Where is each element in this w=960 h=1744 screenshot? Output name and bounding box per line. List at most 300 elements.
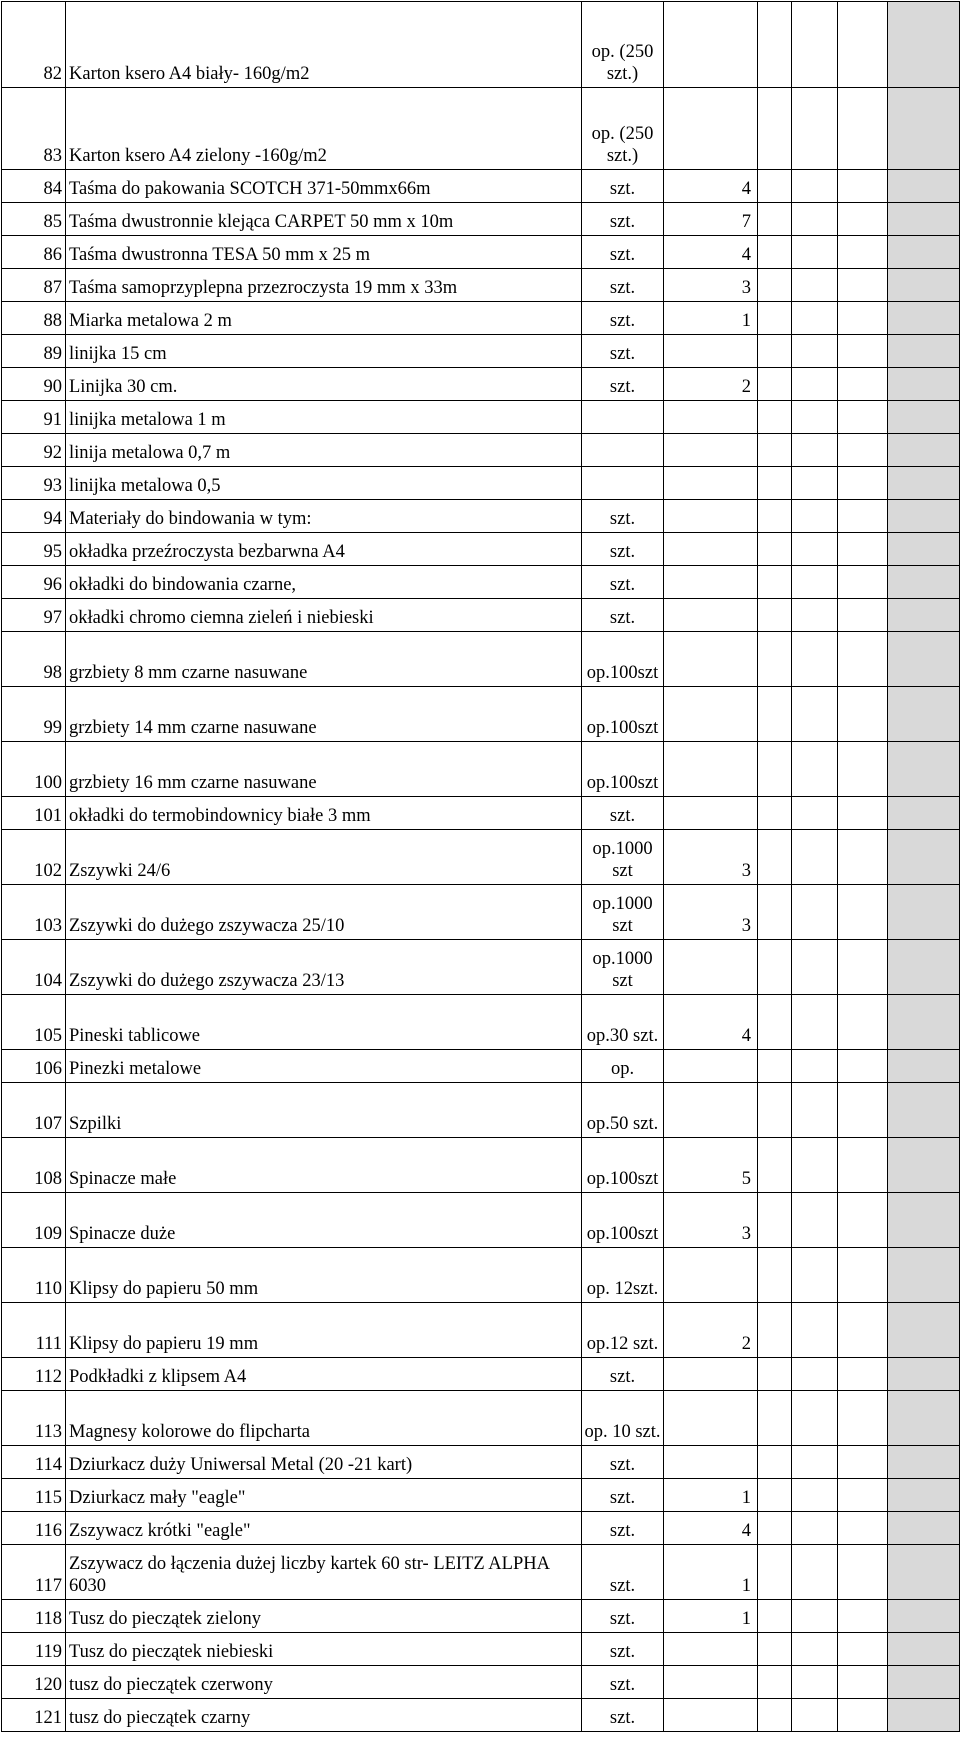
empty-cell (792, 203, 838, 236)
shaded-cell (888, 1050, 960, 1083)
empty-cell (792, 1358, 838, 1391)
empty-cell (838, 88, 888, 170)
empty-cell (758, 632, 792, 687)
row-number-cell: 84 (2, 170, 66, 203)
shaded-cell (888, 1699, 960, 1732)
empty-cell (758, 1083, 792, 1138)
empty-cell (792, 1699, 838, 1732)
empty-cell (838, 599, 888, 632)
empty-cell (758, 236, 792, 269)
table-row (2, 1248, 960, 1303)
empty-cell (758, 302, 792, 335)
row-number-cell: 103 (2, 885, 66, 940)
shaded-cell (888, 687, 960, 742)
empty-cell (838, 995, 888, 1050)
empty-cell (838, 1193, 888, 1248)
row-number-cell: 112 (2, 1358, 66, 1391)
unit-cell: op.100szt (582, 1193, 664, 1248)
empty-cell (838, 1633, 888, 1666)
shaded-cell (888, 434, 960, 467)
quantity-cell (664, 742, 758, 797)
row-number-cell: 119 (2, 1633, 66, 1666)
empty-cell (838, 885, 888, 940)
quantity-cell: 3 (664, 830, 758, 885)
empty-cell (838, 687, 888, 742)
empty-cell (792, 1248, 838, 1303)
empty-cell (758, 1358, 792, 1391)
shaded-cell (888, 742, 960, 797)
unit-cell (582, 401, 664, 434)
row-number-cell: 98 (2, 632, 66, 687)
row-number-cell: 109 (2, 1193, 66, 1248)
unit-cell: szt. (582, 1512, 664, 1545)
item-name-cell: linijka metalowa 1 m (66, 401, 582, 434)
items-table (1, 1, 960, 1732)
unit-cell (582, 467, 664, 500)
item-name-cell: tusz do pieczątek czarny (66, 1699, 582, 1732)
unit-cell: szt. (582, 368, 664, 401)
item-name-cell: Taśma dwustronnie klejąca CARPET 50 mm x 10m (66, 203, 582, 236)
table-row (2, 2, 960, 88)
quantity-cell (664, 335, 758, 368)
unit-cell: op. (250 szt.) (582, 2, 664, 88)
quantity-cell (664, 88, 758, 170)
row-number-cell: 86 (2, 236, 66, 269)
unit-cell: op. (582, 1050, 664, 1083)
shaded-cell (888, 368, 960, 401)
row-number-cell: 91 (2, 401, 66, 434)
empty-cell (792, 1193, 838, 1248)
empty-cell (792, 1633, 838, 1666)
empty-cell (838, 368, 888, 401)
empty-cell (838, 401, 888, 434)
quantity-cell: 2 (664, 368, 758, 401)
item-name-cell: Szpilki (66, 1083, 582, 1138)
empty-cell (758, 1633, 792, 1666)
empty-cell (758, 467, 792, 500)
unit-cell: szt. (582, 1446, 664, 1479)
shaded-cell (888, 995, 960, 1050)
empty-cell (792, 1512, 838, 1545)
empty-cell (758, 1446, 792, 1479)
quantity-cell (664, 599, 758, 632)
table-row (2, 940, 960, 995)
empty-cell (838, 170, 888, 203)
item-name-cell: Miarka metalowa 2 m (66, 302, 582, 335)
quantity-cell (664, 1391, 758, 1446)
shaded-cell (888, 1193, 960, 1248)
row-number-cell: 105 (2, 995, 66, 1050)
table-row (2, 1050, 960, 1083)
table-row (2, 434, 960, 467)
empty-cell (792, 1391, 838, 1446)
quantity-cell: 4 (664, 995, 758, 1050)
shaded-cell (888, 1391, 960, 1446)
quantity-cell: 1 (664, 1600, 758, 1633)
table-row (2, 1193, 960, 1248)
item-name-cell: Dziurkacz mały "eagle" (66, 1479, 582, 1512)
table-row (2, 599, 960, 632)
empty-cell (838, 632, 888, 687)
row-number-cell: 120 (2, 1666, 66, 1699)
empty-cell (838, 467, 888, 500)
row-number-cell: 89 (2, 335, 66, 368)
quantity-cell (664, 566, 758, 599)
empty-cell (758, 1666, 792, 1699)
empty-cell (838, 742, 888, 797)
empty-cell (838, 830, 888, 885)
shaded-cell (888, 1358, 960, 1391)
empty-cell (792, 1138, 838, 1193)
quantity-cell (664, 797, 758, 830)
unit-cell: szt. (582, 269, 664, 302)
empty-cell (838, 1083, 888, 1138)
unit-cell: op.1000 szt (582, 885, 664, 940)
unit-cell: szt. (582, 335, 664, 368)
empty-cell (792, 434, 838, 467)
empty-cell (792, 1446, 838, 1479)
item-name-cell: okładki do bindowania czarne, (66, 566, 582, 599)
empty-cell (758, 1600, 792, 1633)
quantity-cell (664, 1083, 758, 1138)
quantity-cell (664, 1248, 758, 1303)
quantity-cell: 1 (664, 1545, 758, 1600)
empty-cell (838, 1699, 888, 1732)
empty-cell (758, 1479, 792, 1512)
empty-cell (792, 533, 838, 566)
item-name-cell: grzbiety 8 mm czarne nasuwane (66, 632, 582, 687)
quantity-cell (664, 1699, 758, 1732)
row-number-cell: 121 (2, 1699, 66, 1732)
table-row (2, 1083, 960, 1138)
unit-cell: op. (250 szt.) (582, 88, 664, 170)
table-row (2, 335, 960, 368)
shaded-cell (888, 1138, 960, 1193)
item-name-cell: linijka 15 cm (66, 335, 582, 368)
empty-cell (792, 797, 838, 830)
empty-cell (758, 1545, 792, 1600)
table-row (2, 269, 960, 302)
unit-cell: szt. (582, 1545, 664, 1600)
unit-cell: op.30 szt. (582, 995, 664, 1050)
empty-cell (838, 797, 888, 830)
row-number-cell: 85 (2, 203, 66, 236)
row-number-cell: 113 (2, 1391, 66, 1446)
quantity-cell (664, 1633, 758, 1666)
unit-cell: szt. (582, 1479, 664, 1512)
item-name-cell: Klipsy do papieru 50 mm (66, 1248, 582, 1303)
empty-cell (838, 203, 888, 236)
item-name-cell: Zszywki 24/6 (66, 830, 582, 885)
unit-cell: szt. (582, 566, 664, 599)
quantity-cell: 3 (664, 1193, 758, 1248)
item-name-cell: Linijka 30 cm. (66, 368, 582, 401)
item-name-cell: Karton ksero A4 zielony -160g/m2 (66, 88, 582, 170)
table-row (2, 1446, 960, 1479)
shaded-cell (888, 797, 960, 830)
quantity-cell: 1 (664, 1479, 758, 1512)
shaded-cell (888, 940, 960, 995)
item-name-cell: Materiały do bindowania w tym: (66, 500, 582, 533)
shaded-cell (888, 1303, 960, 1358)
empty-cell (758, 533, 792, 566)
row-number-cell: 95 (2, 533, 66, 566)
table-row (2, 500, 960, 533)
quantity-cell: 3 (664, 269, 758, 302)
empty-cell (758, 1050, 792, 1083)
item-name-cell: Pinezki metalowe (66, 1050, 582, 1083)
unit-cell: op. 10 szt. (582, 1391, 664, 1446)
row-number-cell: 111 (2, 1303, 66, 1358)
quantity-cell: 4 (664, 236, 758, 269)
table-row (2, 1391, 960, 1446)
shaded-cell (888, 1248, 960, 1303)
table-row (2, 687, 960, 742)
item-name-cell: Zszywacz krótki "eagle" (66, 1512, 582, 1545)
empty-cell (792, 632, 838, 687)
table-row (2, 170, 960, 203)
empty-cell (792, 1083, 838, 1138)
table-row (2, 368, 960, 401)
empty-cell (838, 1050, 888, 1083)
item-name-cell: Magnesy kolorowe do flipcharta (66, 1391, 582, 1446)
unit-cell: op.100szt (582, 742, 664, 797)
table-row (2, 1512, 960, 1545)
item-name-cell: linija metalowa 0,7 m (66, 434, 582, 467)
empty-cell (838, 1446, 888, 1479)
empty-cell (758, 599, 792, 632)
item-name-cell: linijka metalowa 0,5 (66, 467, 582, 500)
table-row (2, 1633, 960, 1666)
empty-cell (792, 2, 838, 88)
table-row (2, 1699, 960, 1732)
empty-cell (792, 368, 838, 401)
shaded-cell (888, 885, 960, 940)
table-row (2, 830, 960, 885)
unit-cell: op.12 szt. (582, 1303, 664, 1358)
shaded-cell (888, 1666, 960, 1699)
empty-cell (758, 742, 792, 797)
row-number-cell: 107 (2, 1083, 66, 1138)
table-row (2, 742, 960, 797)
unit-cell: szt. (582, 1358, 664, 1391)
quantity-cell (664, 500, 758, 533)
unit-cell: szt. (582, 1633, 664, 1666)
empty-cell (792, 236, 838, 269)
empty-cell (838, 335, 888, 368)
empty-cell (792, 335, 838, 368)
empty-cell (838, 2, 888, 88)
shaded-cell (888, 170, 960, 203)
row-number-cell: 90 (2, 368, 66, 401)
empty-cell (758, 1512, 792, 1545)
unit-cell: szt. (582, 533, 664, 566)
item-name-cell: Spinacze małe (66, 1138, 582, 1193)
quantity-cell (664, 434, 758, 467)
shaded-cell (888, 203, 960, 236)
table-row (2, 1666, 960, 1699)
empty-cell (838, 1545, 888, 1600)
empty-cell (792, 467, 838, 500)
item-name-cell: Zszywki do dużego zszywacza 23/13 (66, 940, 582, 995)
empty-cell (792, 401, 838, 434)
row-number-cell: 115 (2, 1479, 66, 1512)
empty-cell (792, 269, 838, 302)
unit-cell: szt. (582, 599, 664, 632)
quantity-cell: 3 (664, 885, 758, 940)
table-row (2, 1479, 960, 1512)
empty-cell (838, 1391, 888, 1446)
empty-cell (792, 1303, 838, 1358)
table-row (2, 302, 960, 335)
quantity-cell (664, 401, 758, 434)
row-number-cell: 88 (2, 302, 66, 335)
quantity-cell (664, 1666, 758, 1699)
table-row (2, 1600, 960, 1633)
quantity-cell (664, 687, 758, 742)
table-row (2, 1303, 960, 1358)
empty-cell (792, 995, 838, 1050)
quantity-cell (664, 1050, 758, 1083)
row-number-cell: 110 (2, 1248, 66, 1303)
item-name-cell: Pineski tablicowe (66, 995, 582, 1050)
table-row (2, 1545, 960, 1600)
unit-cell: szt. (582, 203, 664, 236)
quantity-cell: 5 (664, 1138, 758, 1193)
shaded-cell (888, 269, 960, 302)
shaded-cell (888, 88, 960, 170)
item-name-cell: okładka przeźroczysta bezbarwna A4 (66, 533, 582, 566)
item-name-cell: okładki do termobindownicy białe 3 mm (66, 797, 582, 830)
empty-cell (758, 368, 792, 401)
unit-cell: szt. (582, 797, 664, 830)
item-name-cell: Tusz do pieczątek zielony (66, 1600, 582, 1633)
empty-cell (792, 885, 838, 940)
quantity-cell (664, 1358, 758, 1391)
empty-cell (758, 500, 792, 533)
unit-cell: szt. (582, 500, 664, 533)
empty-cell (758, 995, 792, 1050)
item-name-cell: tusz do pieczątek czerwony (66, 1666, 582, 1699)
row-number-cell: 100 (2, 742, 66, 797)
row-number-cell: 114 (2, 1446, 66, 1479)
table-row (2, 885, 960, 940)
shaded-cell (888, 1083, 960, 1138)
table-row (2, 797, 960, 830)
empty-cell (838, 940, 888, 995)
shaded-cell (888, 236, 960, 269)
item-name-cell: Taśma dwustronna TESA 50 mm x 25 m (66, 236, 582, 269)
empty-cell (758, 1699, 792, 1732)
empty-cell (792, 302, 838, 335)
row-number-cell: 97 (2, 599, 66, 632)
row-number-cell: 104 (2, 940, 66, 995)
row-number-cell: 101 (2, 797, 66, 830)
empty-cell (838, 1138, 888, 1193)
empty-cell (758, 566, 792, 599)
shaded-cell (888, 599, 960, 632)
shaded-cell (888, 1600, 960, 1633)
empty-cell (838, 236, 888, 269)
table-row (2, 1358, 960, 1391)
empty-cell (758, 797, 792, 830)
empty-cell (792, 1666, 838, 1699)
empty-cell (838, 566, 888, 599)
empty-cell (792, 1600, 838, 1633)
quantity-cell (664, 1446, 758, 1479)
item-name-cell: okładki chromo ciemna zieleń i niebieski (66, 599, 582, 632)
row-number-cell: 93 (2, 467, 66, 500)
empty-cell (792, 830, 838, 885)
table-row (2, 401, 960, 434)
row-number-cell: 106 (2, 1050, 66, 1083)
unit-cell: op.1000 szt (582, 830, 664, 885)
shaded-cell (888, 1512, 960, 1545)
unit-cell: szt. (582, 236, 664, 269)
empty-cell (758, 940, 792, 995)
empty-cell (758, 401, 792, 434)
empty-cell (758, 1391, 792, 1446)
empty-cell (838, 500, 888, 533)
row-number-cell: 108 (2, 1138, 66, 1193)
item-name-cell: Spinacze duże (66, 1193, 582, 1248)
quantity-cell: 4 (664, 1512, 758, 1545)
empty-cell (838, 302, 888, 335)
shaded-cell (888, 830, 960, 885)
empty-cell (792, 1050, 838, 1083)
unit-cell: op.1000 szt (582, 940, 664, 995)
unit-cell (582, 434, 664, 467)
unit-cell: op.100szt (582, 1138, 664, 1193)
row-number-cell: 83 (2, 88, 66, 170)
empty-cell (758, 830, 792, 885)
item-name-cell: Zszywacz do łączenia dużej liczby kartek 60 str- LEITZ ALPHA 6030 (66, 1545, 582, 1600)
empty-cell (758, 88, 792, 170)
empty-cell (792, 88, 838, 170)
shaded-cell (888, 1545, 960, 1600)
shaded-cell (888, 632, 960, 687)
empty-cell (792, 1479, 838, 1512)
empty-cell (758, 1193, 792, 1248)
row-number-cell: 92 (2, 434, 66, 467)
quantity-cell (664, 467, 758, 500)
quantity-cell (664, 533, 758, 566)
shaded-cell (888, 335, 960, 368)
table-row (2, 203, 960, 236)
empty-cell (758, 170, 792, 203)
row-number-cell: 117 (2, 1545, 66, 1600)
empty-cell (792, 687, 838, 742)
empty-cell (838, 1479, 888, 1512)
empty-cell (792, 599, 838, 632)
row-number-cell: 118 (2, 1600, 66, 1633)
unit-cell: op.100szt (582, 632, 664, 687)
empty-cell (758, 687, 792, 742)
empty-cell (758, 1303, 792, 1358)
shaded-cell (888, 1479, 960, 1512)
shaded-cell (888, 467, 960, 500)
unit-cell: szt. (582, 1699, 664, 1732)
item-name-cell: Podkładki z klipsem A4 (66, 1358, 582, 1391)
item-name-cell: Taśma samoprzyplepna przezroczysta 19 mm x 33m (66, 269, 582, 302)
empty-cell (792, 566, 838, 599)
empty-cell (758, 1248, 792, 1303)
item-name-cell: Dziurkacz duży Uniwersal Metal (20 -21 kart) (66, 1446, 582, 1479)
item-name-cell: Klipsy do papieru 19 mm (66, 1303, 582, 1358)
empty-cell (758, 335, 792, 368)
quantity-cell: 1 (664, 302, 758, 335)
item-name-cell: Taśma do pakowania SCOTCH 371-50mmx66m (66, 170, 582, 203)
